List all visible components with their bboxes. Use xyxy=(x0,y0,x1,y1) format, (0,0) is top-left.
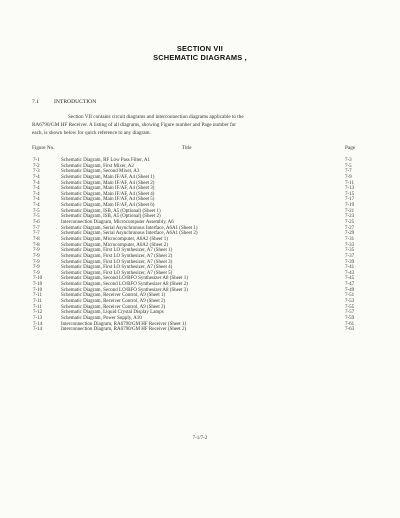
figure-number: 7-4 xyxy=(33,197,40,203)
figure-number: 7-1 xyxy=(33,158,40,163)
page-number-cell: 7-57 xyxy=(345,310,355,316)
column-header-page: Page xyxy=(345,145,356,151)
page-number-cell: 7-55 xyxy=(345,304,355,310)
page-number-cell: 7-45 xyxy=(345,276,355,282)
intro-line: Section VII contains circuit diagrams and interconnection diagrams applicable to the xyxy=(68,114,244,120)
page-number-cell: 7-51 xyxy=(345,293,355,299)
figure-title: Schematic Diagram, Main IF/AF, A4 (Sheet 5) xyxy=(61,197,155,203)
figure-title: Schematic Diagram, Power Supply, A10 xyxy=(61,315,142,321)
column-header-title: Title xyxy=(182,145,192,151)
page-number-cell: 7-37 xyxy=(345,253,355,259)
figure-title: Schematic Diagram, Microcomputer, A6A2 (Sheet 2) xyxy=(61,242,168,248)
figure-title: Schematic Diagram, Main IF/AF, A4 (Sheet 1) xyxy=(61,174,155,180)
page-number-cell: 7-13 xyxy=(345,186,355,192)
page-number-cell: 7-33 xyxy=(345,242,355,248)
page-number: 7-1/7-2 xyxy=(192,436,208,441)
figure-title: Interconnection Diagram, RA6790/GM HF Receiver (Sheet 2) xyxy=(61,327,187,333)
figure-title: Schematic Diagram, Serial Asynchronous Interface, A6A1 (Sheet 1) xyxy=(61,225,198,231)
page-number-cell: 7-43 xyxy=(345,270,355,276)
page-number-cell: 7-41 xyxy=(345,265,355,271)
figure-number: 7-7 xyxy=(33,231,40,237)
page-number-cell: 7-35 xyxy=(345,248,355,254)
figure-number: 7-11 xyxy=(33,304,42,310)
intro-line: RA6790/GM HF Receiver. A listing of all diagrams, showing Figure number and Page number for xyxy=(32,122,237,128)
figure-number: 7-4 xyxy=(33,174,40,180)
figure-list xyxy=(0,158,400,333)
page-number-cell: 7-15 xyxy=(345,191,355,197)
figure-number: 7-9 xyxy=(33,265,40,271)
figure-title: Schematic Diagram, ISB, A5 (Optional) (Sheet 1) xyxy=(61,208,161,214)
figure-number: 7-13 xyxy=(33,315,43,321)
figure-number: 7-11 xyxy=(33,299,42,305)
figure-number: 7-9 xyxy=(33,248,40,254)
list-item xyxy=(0,327,400,333)
figure-number: 7-5 xyxy=(33,208,40,214)
figure-title: Schematic Diagram, ISB, A5 (Optional) (Sheet 2) xyxy=(61,214,161,220)
page-number-cell: 7-31 xyxy=(345,236,355,242)
figure-title: Schematic Diagram, First Mixer, A2 xyxy=(61,163,134,169)
figure-number: 7-4 xyxy=(33,180,40,186)
figure-number: 7-2 xyxy=(33,163,40,169)
figure-title: Interconnection Diagram, Microcomputer Assembly, A6 xyxy=(61,220,174,226)
page-number-cell: 7-29 xyxy=(345,231,355,237)
page-number-cell: 7-23 xyxy=(345,214,355,220)
section-number: SECTION VII xyxy=(176,44,224,53)
page-number-cell: 7-39 xyxy=(345,259,355,265)
figure-title: Schematic Diagram, First LO Synthesizer, A7 (Sheet 5) xyxy=(61,270,173,276)
page-number-cell: 7-27 xyxy=(345,225,355,231)
page-number-cell: 7-61 xyxy=(345,321,355,327)
figure-number: 7-9 xyxy=(33,253,40,259)
figure-number: 7-7 xyxy=(33,225,40,231)
page-number-cell: 7-7 xyxy=(345,169,352,175)
page-number-cell: 7-21 xyxy=(345,208,355,214)
figure-number: 7-14 xyxy=(33,327,43,333)
page-number-cell: 7-9 xyxy=(345,174,352,180)
page-number-cell: 7-49 xyxy=(345,287,355,293)
figure-title: Schematic Diagram, Serial Asynchronous Interface, A6A1 (Sheet 2) xyxy=(61,231,198,237)
figure-number: 7-10 xyxy=(33,276,43,282)
page-number-cell: 7-63 xyxy=(345,327,355,333)
page-number-cell: 7-19 xyxy=(345,203,355,209)
figure-title: Schematic Diagram, Liquid Crystal Display Lamps xyxy=(61,310,164,316)
intro-line: each, is shown below for quick reference to any diagram. xyxy=(32,130,151,136)
figure-title: Schematic Diagram, Main IF/AF, A4 (Sheet 4) xyxy=(61,191,155,197)
page-number-cell: 7-11 xyxy=(345,180,354,186)
figure-title: Schematic Diagram, Second Mixer, A3 xyxy=(61,169,140,175)
figure-title: Schematic Diagram, Microcomputer, A6A2 (Sheet 1) xyxy=(61,236,168,242)
page-number-cell: 7-17 xyxy=(345,197,355,203)
figure-number: 7-4 xyxy=(33,203,40,209)
column-header-figure: Figure No. xyxy=(32,145,55,151)
figure-title: Schematic Diagram, Receiver Control, A9 (Sheet 1) xyxy=(61,293,166,299)
intro-paragraph xyxy=(32,113,362,137)
figure-title: Schematic Diagram, Receiver Control, A9 (Sheet 2) xyxy=(61,299,166,305)
section-title: SCHEMATIC DIAGRAMS , xyxy=(153,53,247,62)
figure-title: Schematic Diagram, First LO Synthesizer, A7 (Sheet 1) xyxy=(61,248,173,254)
figure-title: Schematic Diagram, First LO Synthesizer, A7 (Sheet 4) xyxy=(61,265,173,271)
figure-title: Schematic Diagram, Second LO/BFO Synthesizer A8 (Sheet 1) xyxy=(61,276,188,282)
intro-heading xyxy=(32,99,96,105)
page-number-cell: 7-25 xyxy=(345,220,355,226)
figure-number: 7-6 xyxy=(33,220,40,226)
figure-title: Schematic Diagram, Second LO/BFO Synthesizer A8 (Sheet 2) xyxy=(61,282,188,288)
figure-number: 7-10 xyxy=(33,282,43,288)
figure-number: 7-3 xyxy=(33,169,40,175)
figure-number: 7-9 xyxy=(33,270,40,276)
figure-title: Schematic Diagram, Receiver Control, A9 (Sheet 3) xyxy=(61,304,166,310)
figure-title: Schematic Diagram, First LO Synthesizer, A7 (Sheet 3) xyxy=(61,259,173,265)
figure-title: Schematic Diagram, Main IF/AF, A4 (Sheet 2) xyxy=(61,180,155,186)
figure-number: 7-9 xyxy=(33,259,40,265)
figure-title: Schematic Diagram, Main IF/AF, A4 (Sheet 3) xyxy=(61,186,155,192)
figure-number: 7-11 xyxy=(33,293,42,299)
intro-heading-text: INTRODUCTION xyxy=(54,99,97,105)
intro-heading-number: 7.1 xyxy=(32,99,39,105)
figure-title: Schematic Diagram, Second LO/BFO Synthesizer A8 (Sheet 3) xyxy=(61,287,188,293)
figure-number: 7-4 xyxy=(33,191,40,197)
page-number-cell: 7-3 xyxy=(345,158,352,163)
figure-title: Schematic Diagram, First LO Synthesizer, A7 (Sheet 2) xyxy=(61,253,173,259)
figure-number: 7-12 xyxy=(33,310,43,316)
figure-number: 7-4 xyxy=(33,186,40,192)
figure-number: 7-8 xyxy=(33,242,40,248)
figure-number: 7-10 xyxy=(33,287,43,293)
figure-number: 7-8 xyxy=(33,236,40,242)
page-number-cell: 7-59 xyxy=(345,315,355,321)
page-number-cell: 7-47 xyxy=(345,282,355,288)
figure-number: 7-14 xyxy=(33,321,43,327)
page-number-cell: 7-53 xyxy=(345,299,355,305)
figure-title: Schematic Diagram, Main IF/AF, A4 (Sheet 6) xyxy=(61,203,155,209)
figure-title: Interconnection Diagram, RA6790/GM HF Receiver (Sheet 1) xyxy=(61,321,187,327)
figure-number: 7-5 xyxy=(33,214,40,220)
figure-title: Schematic Diagram, RF Low Pass Filter, A1 xyxy=(61,158,150,163)
page-number-cell: 7-5 xyxy=(345,163,352,169)
